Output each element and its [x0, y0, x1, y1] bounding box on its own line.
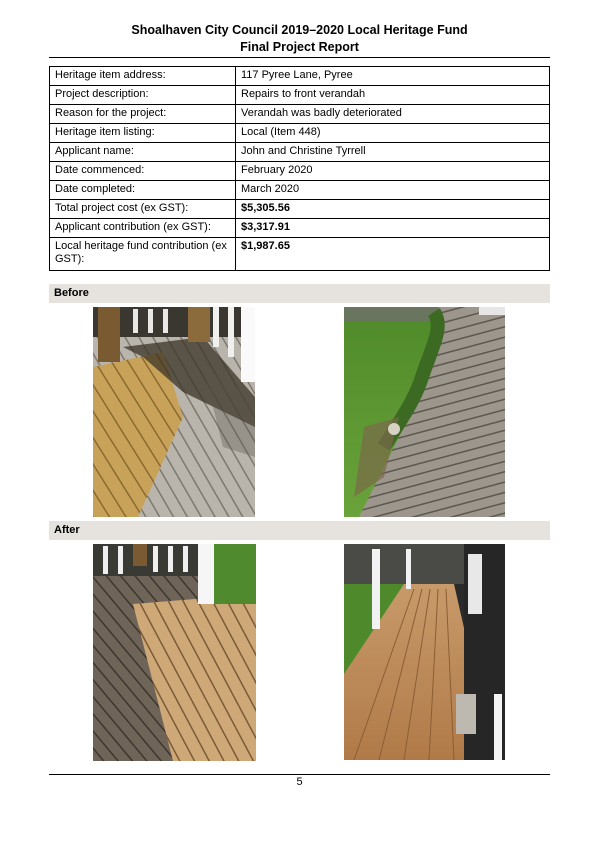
- detail-value: Local (Item 448): [236, 124, 550, 143]
- detail-value: $1,987.65: [236, 238, 550, 271]
- detail-value: Repairs to front verandah: [236, 86, 550, 105]
- header-rule: [49, 57, 550, 58]
- before-section-heading: Before: [49, 284, 550, 303]
- page-title: [0, 22, 599, 56]
- detail-value: March 2020: [236, 181, 550, 200]
- detail-value: Verandah was badly deteriorated: [236, 105, 550, 124]
- table-row: [50, 124, 550, 143]
- title-line-2: Final Project Report: [240, 40, 359, 54]
- before-photo-verandah-corner: [93, 307, 255, 517]
- detail-label: Reason for the project:: [50, 105, 236, 124]
- page-number: 5: [296, 776, 303, 788]
- table-row: [50, 200, 550, 219]
- table-row: [50, 105, 550, 124]
- footer-rule: [49, 774, 550, 775]
- after-section-heading: After: [49, 521, 550, 540]
- detail-value: $3,317.91: [236, 219, 550, 238]
- detail-label: Total project cost (ex GST):: [50, 200, 236, 219]
- after-photo-side-verandah: [344, 544, 505, 760]
- detail-label: Applicant name:: [50, 143, 236, 162]
- project-details-table: [49, 66, 550, 271]
- detail-label: Local heritage fund contribution (ex GST):: [50, 238, 236, 271]
- detail-label: Heritage item address:: [50, 67, 236, 86]
- table-row: [50, 143, 550, 162]
- title-line-1: Shoalhaven City Council 2019–2020 Local Heritage Fund: [131, 23, 468, 37]
- detail-label: Date completed:: [50, 181, 236, 200]
- detail-value: 117 Pyree Lane, Pyree: [236, 67, 550, 86]
- table-row: [50, 181, 550, 200]
- detail-value: February 2020: [236, 162, 550, 181]
- detail-label: Applicant contribution (ex GST):: [50, 219, 236, 238]
- detail-label: Project description:: [50, 86, 236, 105]
- table-row: [50, 162, 550, 181]
- table-row: [50, 67, 550, 86]
- detail-value: $5,305.56: [236, 200, 550, 219]
- detail-label: Heritage item listing:: [50, 124, 236, 143]
- detail-label: Date commenced:: [50, 162, 236, 181]
- table-row: [50, 219, 550, 238]
- after-photo-verandah-corner: [93, 544, 256, 761]
- table-row: [50, 238, 550, 271]
- detail-value: John and Christine Tyrrell: [236, 143, 550, 162]
- table-row: [50, 86, 550, 105]
- before-photo-side-verandah: [344, 307, 505, 517]
